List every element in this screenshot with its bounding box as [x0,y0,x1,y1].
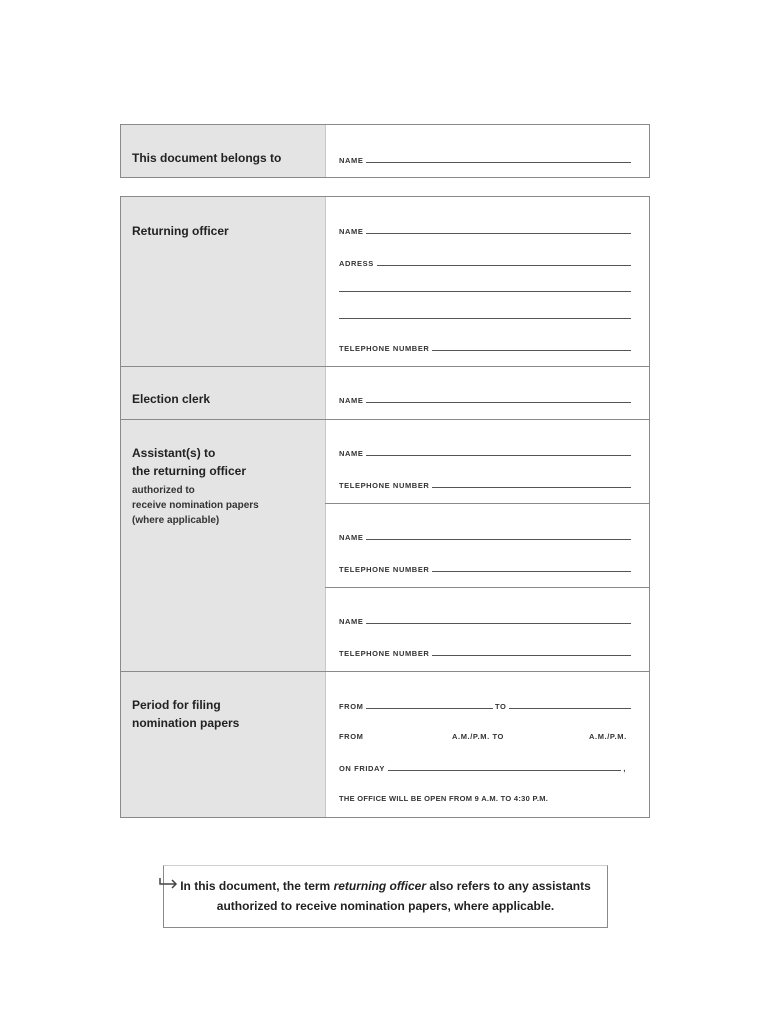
period-heading-line1: Period for filing [132,698,221,712]
assistants-subtitle-line1: authorized to [132,485,195,496]
returning-officer-phone-field[interactable]: TELEPHONE NUMBER [339,342,631,353]
friday-hours-field[interactable]: ON FRIDAY , [339,764,626,773]
assistant-2-phone-field[interactable]: TELEPHONE NUMBER [339,563,631,574]
returning-officer-address-field[interactable]: ADRESS [339,257,631,268]
note-line-2: authorized to receive nomination papers, where applicable. [216,899,555,913]
assistants-subtitle-line3: (where applicable) [132,515,220,526]
arrow-right-icon [158,876,180,895]
office-hours-text: THE OFFICE WILL BE OPEN FROM 9 A.M. TO 4:30 P.M. [339,794,549,803]
divider [325,503,649,504]
owner-section [120,124,650,178]
assistants-heading-line2: the returning officer [132,464,247,478]
assistant-3-name-field[interactable]: NAME [339,615,631,626]
period-from-time-label: FROM [339,732,364,741]
assistant-2-name-field[interactable]: NAME [339,531,631,542]
owner-name-field[interactable]: NAME [339,154,631,165]
owner-heading: This document belongs to [132,151,282,165]
period-heading-line2: nomination papers [132,716,240,730]
assistant-3-phone-field[interactable]: TELEPHONE NUMBER [339,647,631,658]
assistant-1-phone-field[interactable]: TELEPHONE NUMBER [339,479,631,490]
note-line-1: In this document, the term returning officer also refers to any assistants [180,879,591,893]
divider [325,587,649,588]
returning-officer-address-line-2[interactable] [339,283,631,294]
definition-note [163,865,608,928]
divider [121,366,649,367]
officers-section [120,196,650,818]
divider [121,419,649,420]
election-clerk-name-field[interactable]: NAME [339,394,631,405]
period-ampm-label: A.M./P.M. [589,732,627,741]
period-from-date-field[interactable]: FROM [339,700,493,711]
returning-officer-name-field[interactable]: NAME [339,225,631,236]
returning-officer-address-line-3[interactable] [339,310,631,321]
assistants-subtitle-line2: receive nomination papers [132,500,259,511]
divider [121,671,649,672]
returning-officer-heading: Returning officer [132,224,229,238]
election-clerk-heading: Election clerk [132,392,211,406]
period-ampm-to-label: A.M./P.M. TO [452,732,504,741]
assistant-1-name-field[interactable]: NAME [339,447,631,458]
period-to-date-field[interactable]: TO [495,700,631,711]
assistants-heading-line1: Assistant(s) to [132,446,216,460]
